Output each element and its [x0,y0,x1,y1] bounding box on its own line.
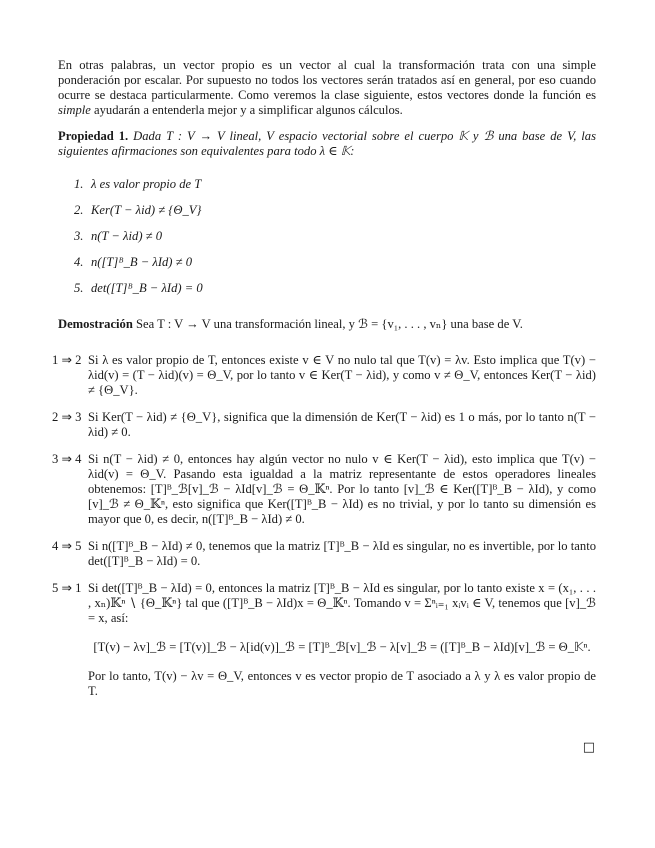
step-text: Si n(T − λid) ≠ 0, entonces hay algún vector no nulo v ∈ Ker(T − λid), esto implica que T(v) − λid(v) = Θ_V. Pasando esta igualdad a la matriz representante de estos operadores lineales obtenemos: [T]ᴮ_ℬ[v]_ℬ − λId[v]_ℬ = Θ_𝕂ⁿ. Por lo tanto [v]_ℬ ∈ Ker([T]ᴮ_B − λId), y como [v]_ℬ ≠ Θ_𝕂ⁿ, esto significa que Ker([T]ᴮ_B − λId) es no trivial, y por lo tanto su dimensión es mayor que 0, es decir, n([T]ᴮ_B − λId) ≠ 0. [88,452,596,526]
step-text: Si Ker(T − λid) ≠ {Θ_V}, significa que la dimensión de Ker(T − λid) es 1 o más, por lo tanto n(T − λid) ≠ 0. [88,410,596,439]
step-label: 1 ⇒ 2 [52,353,82,367]
step-label: 5 ⇒ 1 [52,581,82,595]
item-text: det([T]ᴮ_B − λId) = 0 [91,281,203,295]
intro-text-1: En otras palabras, un vector propio es un vector al cual la transformación trata con una simple ponderación por escalar. Por supuesto no todos los vectores serán tratados así en general, por eso cuando ocurre se destaca particularmente. Como veremos la clase siguiente, estos vectores donde la función es [58,58,596,102]
list-item [74,255,596,281]
step-label: 3 ⇒ 4 [52,452,82,466]
proof-intro-text: Sea T : V → V una transformación lineal, y ℬ = {v₁, . . . , vₙ} una base de V. [132,317,523,331]
property-text: Dada T : V → V lineal, V espacio vectorial sobre el cuerpo 𝕂 y ℬ una base de V, las siguientes afirmaciones son equivalentes para todo λ ∈ 𝕂: [58,129,596,158]
proof-step [52,353,596,398]
property-statement [58,129,596,159]
step-label: 4 ⇒ 5 [52,539,82,553]
intro-text-2: ayudarán a entenderla mejor y a simplificar algunos cálculos. [90,103,403,117]
intro-paragraph [58,58,596,118]
proof-step [52,452,596,527]
equivalences-list [58,177,596,307]
item-number: 4. [74,255,84,269]
proof-steps [52,353,596,699]
proof-step [52,410,596,440]
display-equation: [T(v) − λv]_ℬ = [T(v)]_ℬ − λ[id(v)]_ℬ = [T]ᴮ_ℬ[v]_ℬ − λ[v]_ℬ = ([T]ᴮ_B − λId)[v]_ℬ = Θ_𝕂ⁿ. [93,640,591,654]
qed-symbol: □ [582,740,595,755]
item-number: 1. [74,177,84,191]
list-item [74,177,596,203]
item-text: λ es valor propio de T [91,177,202,191]
proof-step [52,539,596,569]
item-text: Ker(T − λid) ≠ {Θ_V} [91,203,202,217]
page-content [52,58,596,711]
step-label: 2 ⇒ 3 [52,410,82,424]
proof-label: Demostración [58,317,133,331]
step-conclusion: Por lo tanto, T(v) − λv = Θ_V, entonces v es vector propio de T asociado a λ y λ es valor propio de T. [88,669,596,698]
intro-emphasis: simple [58,103,91,117]
item-number: 2. [74,203,84,217]
item-number: 5. [74,281,84,295]
item-text: n(T − λid) ≠ 0 [91,229,163,243]
item-text: n([T]ᴮ_B − λId) ≠ 0 [91,255,193,269]
step-text: Si λ es valor propio de T, entonces existe v ∈ V no nulo tal que T(v) = λv. Esto implica que T(v) − λid(v) = (T − λid)(v) = Θ_V, por lo tanto v ∈ Ker(T − λid), y como v ≠ Θ_V, entonces Ker(T − λid) ≠ {Θ_V}. [88,353,596,397]
item-number: 3. [74,229,84,243]
proof-intro [58,317,596,332]
step-text: Si det([T]ᴮ_B − λId) = 0, entonces la matriz [T]ᴮ_B − λId es singular, por lo tanto existe x = (x₁, . . . , xₙ)𝕂ⁿ ∖ {Θ_𝕂ⁿ} tal que ([T]ᴮ_B − λId)x = Θ_𝕂ⁿ. Tomando v = Σⁿᵢ₌₁ xᵢvᵢ ∈ V, tenemos que [v]_ℬ = x, así: [88,581,596,625]
step-text: Si n([T]ᴮ_B − λId) ≠ 0, tenemos que la matriz [T]ᴮ_B − λId es singular, no es invertible, por lo tanto det([T]ᴮ_B − λId) = 0. [88,539,596,568]
list-item [74,229,596,255]
list-item [74,281,596,307]
list-item [74,203,596,229]
proof-step [52,581,596,699]
property-label: Propiedad 1. [58,129,129,143]
